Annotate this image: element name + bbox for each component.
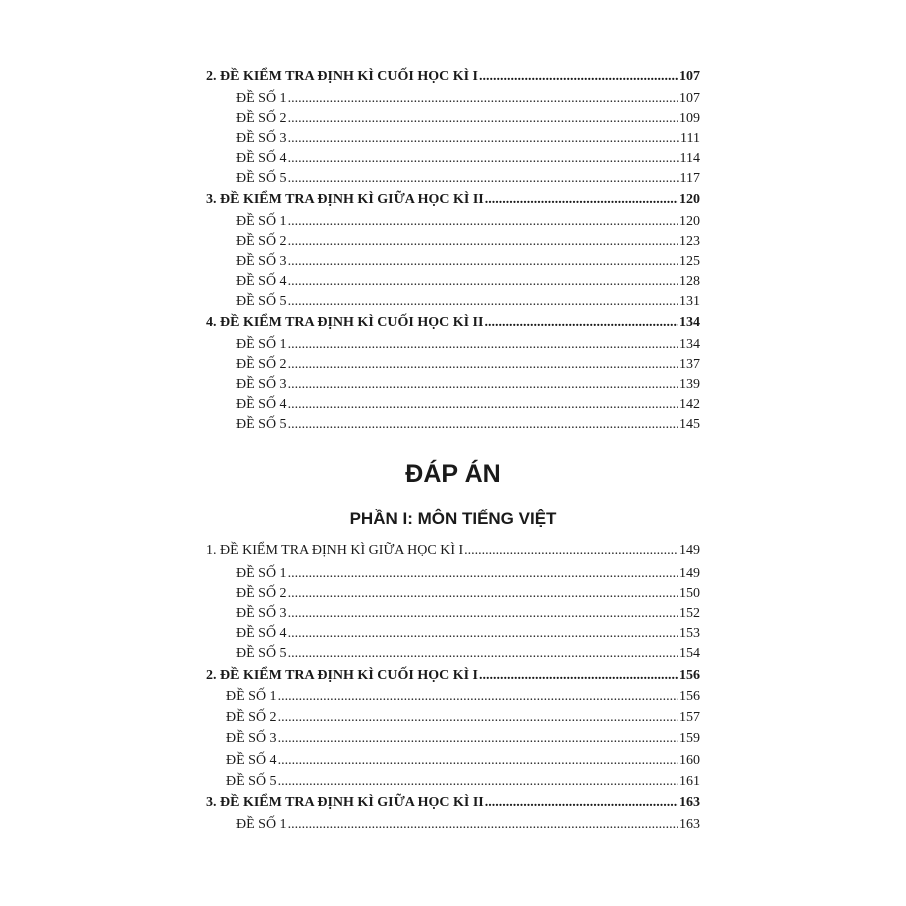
toc-section-entry — [206, 794, 700, 812]
dot-leader — [484, 314, 678, 332]
toc-entry-label: ĐỀ SỐ 1 — [236, 91, 287, 106]
toc-entry-page: 107 — [679, 69, 700, 84]
toc-entry-page: 114 — [679, 151, 700, 166]
toc-entry-page: 154 — [679, 646, 700, 661]
answers-title: ĐÁP ÁN — [405, 460, 501, 488]
dot-leader — [288, 416, 678, 434]
toc-entry-page: 163 — [679, 817, 700, 832]
toc-entry-page: 107 — [679, 91, 700, 106]
toc-entry-page: 120 — [679, 214, 700, 229]
dot-leader — [288, 625, 678, 643]
toc-entry-label: 4. ĐỀ KIỂM TRA ĐỊNH KÌ CUỐI HỌC KÌ II — [206, 315, 484, 330]
toc-entry — [206, 730, 700, 748]
dot-leader — [278, 709, 678, 727]
toc-entry-label: ĐỀ SỐ 3 — [236, 254, 287, 269]
toc-entry-page: 142 — [679, 397, 700, 412]
toc-entry — [206, 773, 700, 791]
toc-entry-page: 137 — [679, 357, 700, 372]
toc-entry-page: 149 — [679, 566, 700, 581]
dot-leader — [288, 356, 678, 374]
toc-entry-label: ĐỀ SỐ 5 — [236, 294, 287, 309]
toc-entry-page: 109 — [679, 111, 700, 126]
toc-entry — [206, 605, 700, 623]
toc-entry-label: 2. ĐỀ KIỂM TRA ĐỊNH KÌ CUỐI HỌC KÌ I — [206, 668, 479, 683]
toc-entry-label: ĐỀ SỐ 2 — [226, 710, 277, 725]
toc-entry-label: ĐỀ SỐ 4 — [236, 626, 287, 641]
toc-entry — [206, 110, 700, 128]
dot-leader — [479, 667, 678, 685]
toc-entry — [206, 709, 700, 727]
dot-leader — [288, 585, 678, 603]
toc-entry-label: ĐỀ SỐ 5 — [236, 171, 287, 186]
toc-entry-page: 120 — [679, 192, 700, 207]
toc-entry-label: ĐỀ SỐ 2 — [236, 357, 287, 372]
toc-entry-label: ĐỀ SỐ 3 — [236, 131, 287, 146]
toc-entry — [206, 253, 700, 271]
toc-section-entry — [206, 314, 700, 332]
toc-entry-page: 117 — [679, 171, 700, 186]
toc-entry-page: 123 — [679, 234, 700, 249]
toc-entry — [206, 356, 700, 374]
toc-entry-label: ĐỀ SỐ 1 — [236, 566, 287, 581]
toc-entry-page: 131 — [679, 294, 700, 309]
dot-leader — [485, 794, 678, 812]
dot-leader — [288, 376, 678, 394]
toc-entry — [206, 130, 700, 148]
dot-leader — [288, 233, 678, 251]
toc-entry-page: 157 — [679, 710, 700, 725]
toc-entry-label: 3. ĐỀ KIỂM TRA ĐỊNH KÌ GIỮA HỌC KÌ II — [206, 795, 484, 810]
toc-entry-label: 3. ĐỀ KIỂM TRA ĐỊNH KÌ GIỮA HỌC KÌ II — [206, 192, 484, 207]
dot-leader — [288, 336, 678, 354]
toc-entry — [206, 752, 700, 770]
dot-leader — [278, 688, 678, 706]
dot-leader — [288, 253, 678, 271]
toc-entry-label: ĐỀ SỐ 5 — [236, 417, 287, 432]
toc-entry — [206, 585, 700, 603]
dot-leader — [288, 90, 678, 108]
toc-entry — [206, 816, 700, 834]
toc-entry-label: ĐỀ SỐ 4 — [236, 151, 287, 166]
toc-entry — [206, 376, 700, 394]
toc-entry-label: ĐỀ SỐ 4 — [236, 274, 287, 289]
dot-leader — [288, 293, 678, 311]
dot-leader — [278, 730, 678, 748]
toc-entry-label: ĐỀ SỐ 1 — [226, 689, 277, 704]
toc-section-entry — [206, 667, 700, 685]
toc-entry-page: 149 — [679, 543, 700, 558]
toc-entry — [206, 273, 700, 291]
toc-entry-label: ĐỀ SỐ 1 — [236, 337, 287, 352]
toc-entry-label: 2. ĐỀ KIỂM TRA ĐỊNH KÌ CUỐI HỌC KÌ I — [206, 69, 479, 84]
toc-entry — [206, 233, 700, 251]
toc-entry — [206, 293, 700, 311]
dot-leader — [288, 273, 678, 291]
toc-entry — [206, 336, 700, 354]
toc-entry-page: 134 — [679, 315, 700, 330]
toc-entry-page: 159 — [679, 731, 700, 746]
dot-leader — [479, 68, 678, 86]
toc-section-entry — [206, 68, 700, 86]
toc-entry-page: 139 — [679, 377, 700, 392]
toc-entry — [206, 416, 700, 434]
toc-entry — [206, 213, 700, 231]
dot-leader — [288, 130, 679, 148]
toc-entry-label: ĐỀ SỐ 4 — [236, 397, 287, 412]
toc-entry — [206, 396, 700, 414]
toc-entry — [206, 150, 700, 168]
dot-leader — [288, 110, 678, 128]
toc-entry-label: ĐỀ SỐ 2 — [236, 586, 287, 601]
toc-entry-page: 156 — [679, 689, 700, 704]
toc-entry-page: 156 — [679, 668, 700, 683]
toc-section-entry — [206, 191, 700, 209]
toc-entry — [206, 170, 700, 188]
toc-section-entry — [206, 542, 700, 560]
toc-entry-label: ĐỀ SỐ 5 — [236, 646, 287, 661]
toc-entry-page: 163 — [679, 795, 700, 810]
toc-entry-label: ĐỀ SỐ 2 — [236, 234, 287, 249]
toc-entry-label: ĐỀ SỐ 2 — [236, 111, 287, 126]
toc-entry-label: ĐỀ SỐ 4 — [226, 753, 277, 768]
toc-entry-page: 111 — [680, 131, 700, 146]
dot-leader — [288, 396, 678, 414]
dot-leader — [288, 565, 678, 583]
dot-leader — [288, 213, 678, 231]
toc-entry-page: 161 — [679, 774, 700, 789]
toc-entry-page: 145 — [679, 417, 700, 432]
toc-entry-page: 134 — [679, 337, 700, 352]
dot-leader — [485, 191, 678, 209]
toc-entry — [206, 625, 700, 643]
dot-leader — [464, 542, 678, 560]
toc-entry-page: 160 — [679, 753, 700, 768]
dot-leader — [278, 773, 678, 791]
toc-entry-page: 128 — [679, 274, 700, 289]
dot-leader — [288, 170, 679, 188]
dot-leader — [278, 752, 678, 770]
toc-entry — [206, 645, 700, 663]
toc-entry-label: ĐỀ SỐ 3 — [226, 731, 277, 746]
dot-leader — [288, 605, 678, 623]
toc-entry-page: 153 — [679, 626, 700, 641]
toc-entry-label: ĐỀ SỐ 1 — [236, 817, 287, 832]
toc-entry-label: ĐỀ SỐ 5 — [226, 774, 277, 789]
toc-entry-label: ĐỀ SỐ 3 — [236, 377, 287, 392]
toc-entry — [206, 565, 700, 583]
toc-entry — [206, 90, 700, 108]
part-title: PHẦN I: MÔN TIẾNG VIỆT — [349, 509, 557, 528]
toc-entry-label: 1. ĐỀ KIỂM TRA ĐỊNH KÌ GIỮA HỌC KÌ I — [206, 543, 464, 558]
toc-entry — [206, 688, 700, 706]
toc-entry-page: 125 — [679, 254, 700, 269]
dot-leader — [288, 645, 678, 663]
toc-entry-label: ĐỀ SỐ 3 — [236, 606, 287, 621]
dot-leader — [288, 150, 679, 168]
dot-leader — [288, 816, 678, 834]
toc-entry-page: 150 — [679, 586, 700, 601]
toc-entry-page: 152 — [679, 606, 700, 621]
toc-entry-label: ĐỀ SỐ 1 — [236, 214, 287, 229]
